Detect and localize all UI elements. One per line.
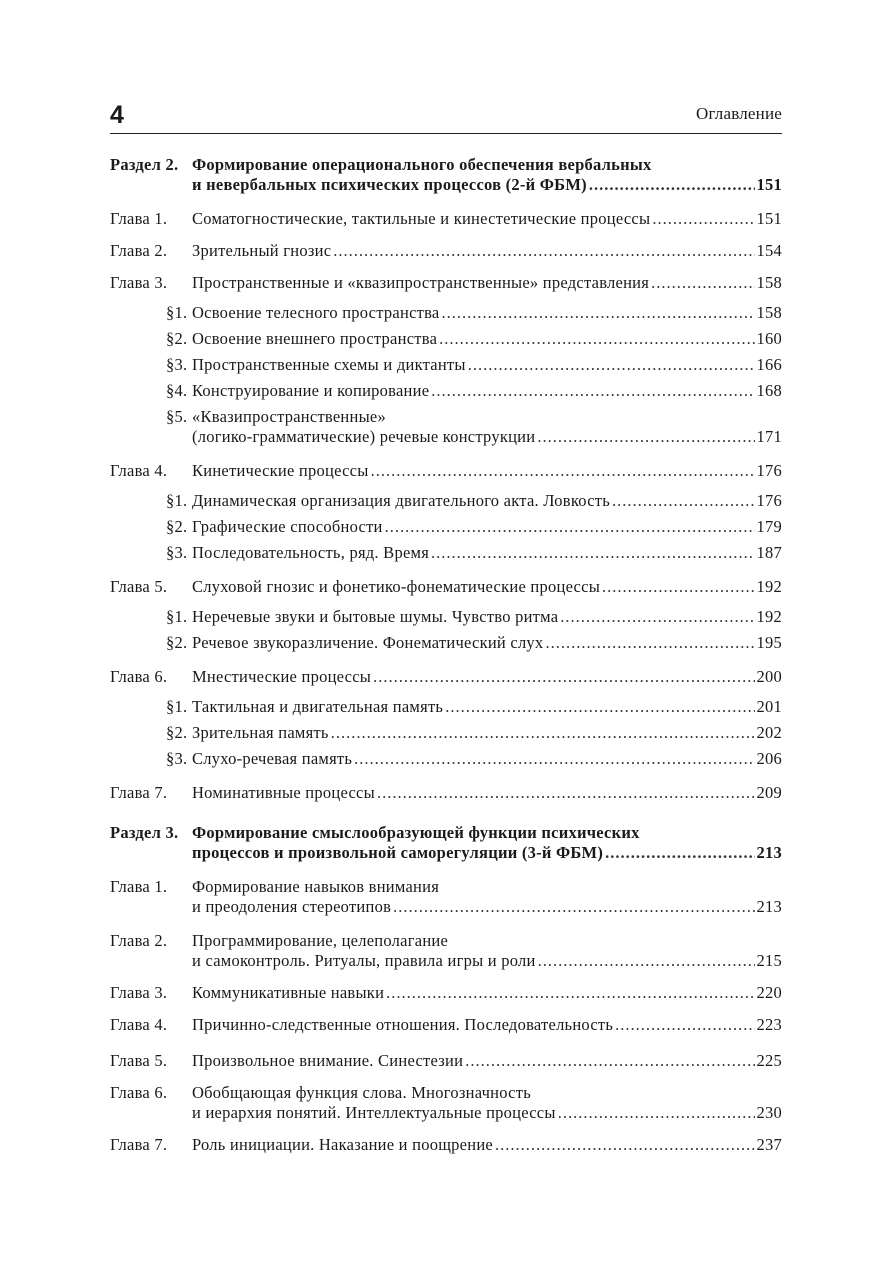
page-number: 4 [110, 101, 124, 129]
toc-title: и самоконтроль. Ритуалы, правила игры и роли [192, 951, 536, 970]
toc-line [110, 1103, 782, 1123]
toc-chapter[interactable] [110, 241, 782, 261]
toc-page-number: 202 [756, 723, 782, 742]
toc-label: Глава 1. [110, 209, 168, 228]
toc-page-number: 151 [756, 209, 782, 228]
toc-page-number: 215 [756, 951, 782, 970]
toc-paragraph[interactable] [110, 355, 782, 375]
toc-page-number: 201 [756, 697, 782, 716]
toc-title: Пространственные схемы и диктанты [192, 355, 466, 374]
toc-label: Глава 2. [110, 241, 168, 260]
toc-page-number: 160 [756, 329, 782, 348]
toc-title: Причинно-следственные отношения. Последовательность [192, 1015, 614, 1034]
toc-paragraph[interactable] [110, 543, 782, 563]
dot-leader [589, 175, 755, 195]
toc-page-number: 171 [756, 427, 782, 446]
toc-line [110, 461, 782, 481]
toc-title: и преодоления стереотипов [192, 897, 392, 916]
dot-leader [605, 843, 754, 863]
toc-paragraph[interactable] [110, 607, 782, 627]
toc-title: Зрительная память [192, 723, 329, 742]
toc-title: Пространственные и «квазипространственные» представления [192, 273, 650, 292]
toc-page-number: 230 [756, 1103, 782, 1122]
toc-line [110, 783, 782, 803]
toc-page-number: 223 [756, 1015, 782, 1034]
toc-paragraph[interactable] [110, 491, 782, 511]
toc-label: Глава 6. [110, 667, 168, 686]
toc-paragraph[interactable] [110, 697, 782, 717]
toc-chapter[interactable] [110, 577, 782, 597]
toc-title: Обобщающая функция слова. Многозначность [192, 1083, 531, 1102]
toc-line [110, 273, 782, 293]
toc-line [110, 491, 782, 511]
dot-leader [545, 633, 754, 653]
toc-title: Формирование навыков внимания [192, 877, 440, 896]
toc-title: Речевое звукоразличение. Фонематический слух [192, 633, 544, 652]
toc-label: §5. [166, 407, 188, 426]
toc-line [110, 209, 782, 229]
toc-title: Формирование смыслообразующей функции психических [192, 823, 640, 842]
toc-label: Глава 5. [110, 1051, 168, 1070]
header-rule [110, 133, 782, 134]
toc-line [110, 1135, 782, 1155]
toc-chapter[interactable] [110, 1135, 782, 1155]
dot-leader [442, 303, 755, 323]
dot-leader [652, 209, 754, 229]
dot-leader [377, 783, 755, 803]
toc-label: Глава 5. [110, 577, 168, 596]
toc-title: Формирование операционального обеспечения вербальных [192, 155, 652, 174]
toc-title: Освоение телесного пространства [192, 303, 440, 322]
toc-line [110, 897, 782, 917]
toc-page-number: 213 [756, 843, 782, 862]
toc-label: Глава 3. [110, 983, 168, 1002]
toc-title: Зрительный гнозис [192, 241, 332, 260]
toc-line [110, 155, 782, 175]
toc-line [110, 407, 782, 427]
toc-chapter[interactable] [110, 783, 782, 803]
toc-label: §1. [166, 697, 188, 716]
toc-line [110, 951, 782, 971]
toc-label: Глава 4. [110, 1015, 168, 1034]
toc-chapter[interactable] [110, 273, 782, 293]
toc-title: процессов и произвольной саморегуляции (3-й ФБМ) [192, 843, 604, 862]
toc-paragraph[interactable] [110, 407, 782, 447]
toc-page-number: 209 [756, 783, 782, 802]
toc-line [110, 543, 782, 563]
toc-line [110, 667, 782, 687]
toc-title: и невербальных психических процессов (2-й ФБМ) [192, 175, 587, 194]
toc-label: §2. [166, 329, 188, 348]
toc-chapter[interactable] [110, 983, 782, 1003]
toc-line [110, 633, 782, 653]
toc-title: Соматогностические, тактильные и кинестетические процессы [192, 209, 651, 228]
toc-chapter[interactable] [110, 1051, 782, 1071]
toc-label: §2. [166, 517, 188, 536]
toc-title: Последовательность, ряд. Время [192, 543, 430, 562]
toc-chapter[interactable] [110, 877, 782, 917]
dot-leader [373, 667, 754, 687]
toc-line [110, 697, 782, 717]
toc-line [110, 577, 782, 597]
toc-line [110, 175, 782, 195]
toc-line [110, 823, 782, 843]
toc-page-number: 176 [756, 491, 782, 510]
toc-title: и иерархия понятий. Интеллектуальные процессы [192, 1103, 556, 1122]
toc-paragraph[interactable] [110, 723, 782, 743]
toc-label: §3. [166, 543, 188, 562]
toc-paragraph[interactable] [110, 303, 782, 323]
toc-paragraph[interactable] [110, 381, 782, 401]
toc-label: §2. [166, 633, 188, 652]
toc-line [110, 381, 782, 401]
toc-line [110, 329, 782, 349]
toc-title: Номинативные процессы [192, 783, 375, 802]
toc-label: Глава 1. [110, 877, 168, 896]
dot-leader [495, 1135, 755, 1155]
toc-title: Программирование, целеполагание [192, 931, 449, 950]
toc-label: §1. [166, 303, 188, 322]
dot-leader [386, 983, 754, 1003]
toc-title: Неречевые звуки и бытовые шумы. Чувство ритма [192, 607, 559, 626]
dot-leader [371, 461, 755, 481]
dot-leader [537, 427, 754, 447]
toc-title: Слухо-речевая память [192, 749, 353, 768]
toc-title: Произвольное внимание. Синестезии [192, 1051, 464, 1070]
toc-section[interactable] [110, 823, 782, 863]
toc-paragraph[interactable] [110, 633, 782, 653]
toc-title: Мнестические процессы [192, 667, 372, 686]
toc-chapter[interactable] [110, 1015, 782, 1035]
dot-leader [333, 241, 754, 261]
toc-page-number: 168 [756, 381, 782, 400]
toc-page-number: 192 [756, 607, 782, 626]
toc-title: Графические способности [192, 517, 383, 536]
toc-line [110, 931, 782, 951]
toc-page-number: 237 [756, 1135, 782, 1154]
toc-page-number: 151 [756, 175, 782, 194]
toc-page-number: 192 [756, 577, 782, 596]
toc-line [110, 1083, 782, 1103]
toc-line [110, 723, 782, 743]
toc-label: Глава 2. [110, 931, 168, 950]
toc-title: Конструирование и копирование [192, 381, 430, 400]
toc-chapter[interactable] [110, 667, 782, 687]
dot-leader [651, 273, 754, 293]
dot-leader [538, 951, 755, 971]
dot-leader [612, 491, 755, 511]
toc-line [110, 517, 782, 537]
dot-leader [385, 517, 755, 537]
dot-leader [431, 543, 754, 563]
dot-leader [331, 723, 755, 743]
toc-line [110, 303, 782, 323]
toc-label: §2. [166, 723, 188, 742]
toc-label: §3. [166, 749, 188, 768]
dot-leader [602, 577, 754, 597]
dot-leader [615, 1015, 754, 1035]
toc-title: (логико-грамматические) речевые конструкции [192, 427, 536, 446]
toc-label: §4. [166, 381, 188, 400]
toc-label: §1. [166, 491, 188, 510]
toc-title: Тактильная и двигательная память [192, 697, 444, 716]
toc-page-number: 176 [756, 461, 782, 480]
toc-page-number: 195 [756, 633, 782, 652]
toc-page-number: 179 [756, 517, 782, 536]
toc-title: Слуховой гнозис и фонетико-фонематические процессы [192, 577, 601, 596]
toc-page-number: 158 [756, 273, 782, 292]
toc-label: Раздел 3. [110, 823, 179, 842]
toc-line [110, 355, 782, 375]
dot-leader [445, 697, 754, 717]
dot-leader [431, 381, 754, 401]
toc-title: Освоение внешнего пространства [192, 329, 438, 348]
toc-line [110, 877, 782, 897]
toc-page-number: 154 [756, 241, 782, 260]
dot-leader [468, 355, 755, 375]
toc-page-number: 166 [756, 355, 782, 374]
toc-label: Глава 7. [110, 783, 168, 802]
page-header [110, 100, 782, 132]
dot-leader [558, 1103, 755, 1123]
toc-title: Роль инициации. Наказание и поощрение [192, 1135, 493, 1154]
toc-page-number: 187 [756, 543, 782, 562]
toc-line [110, 1015, 782, 1035]
toc-line [110, 843, 782, 863]
toc-paragraph[interactable] [110, 329, 782, 349]
toc-page-number: 213 [756, 897, 782, 916]
toc-label: Глава 6. [110, 1083, 168, 1102]
toc-chapter[interactable] [110, 461, 782, 481]
toc-line [110, 241, 782, 261]
toc-chapter[interactable] [110, 931, 782, 971]
dot-leader [439, 329, 754, 349]
dot-leader [465, 1051, 754, 1071]
toc-page-number: 200 [756, 667, 782, 686]
toc-label: §3. [166, 355, 188, 374]
toc-section[interactable] [110, 155, 782, 195]
toc-line [110, 983, 782, 1003]
toc-line [110, 1051, 782, 1071]
toc-title: Коммуникативные навыки [192, 983, 385, 1002]
toc-paragraph[interactable] [110, 749, 782, 769]
toc-line [110, 427, 782, 447]
table-of-contents [110, 155, 782, 1155]
toc-chapter[interactable] [110, 209, 782, 229]
toc-title: Кинетические процессы [192, 461, 369, 480]
toc-page-number: 206 [756, 749, 782, 768]
toc-page-number: 158 [756, 303, 782, 322]
toc-label: Глава 4. [110, 461, 168, 480]
toc-title: Динамическая организация двигательного акта. Ловкость [192, 491, 610, 510]
toc-line [110, 749, 782, 769]
toc-line [110, 607, 782, 627]
toc-paragraph[interactable] [110, 517, 782, 537]
toc-page-number: 225 [756, 1051, 782, 1070]
toc-page-number: 220 [756, 983, 782, 1002]
toc-title: «Квазипространственные» [192, 407, 387, 426]
toc-label: §1. [166, 607, 188, 626]
toc-chapter[interactable] [110, 1083, 782, 1123]
dot-leader [354, 749, 754, 769]
dot-leader [560, 607, 754, 627]
toc-label: Глава 3. [110, 273, 168, 292]
toc-label: Раздел 2. [110, 155, 179, 174]
toc-label: Глава 7. [110, 1135, 168, 1154]
dot-leader [393, 897, 754, 917]
running-title: Оглавление [696, 104, 782, 123]
